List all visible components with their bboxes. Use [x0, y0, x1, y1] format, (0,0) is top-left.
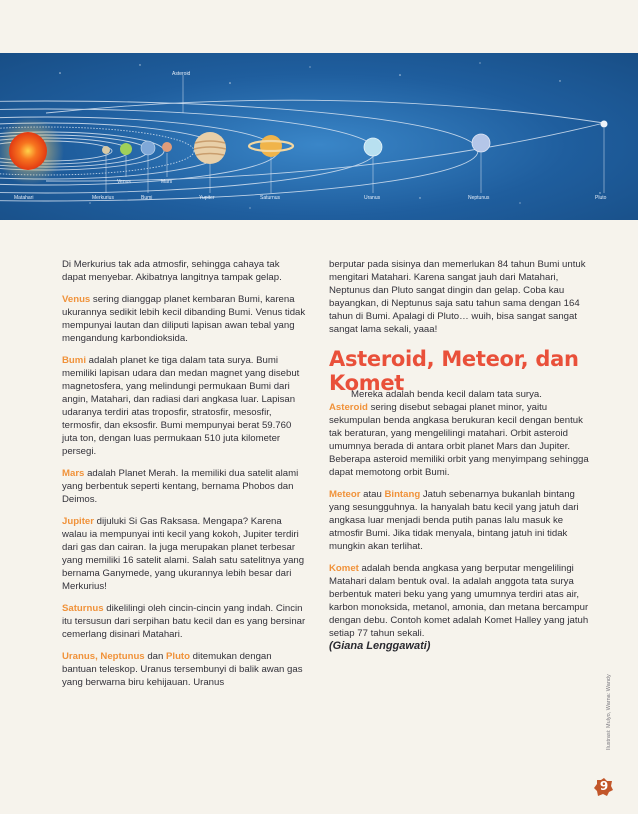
paragraph-meteor: Meteor atau Bintang Jatuh sebenarnya bukanlah bintang yang sesungguhnya. Ia hanyalah batu kecil yang jatuh dari angkasa luar menjadi benda putih panas lalu masuk ke atmosfir Bumi. Jika tidak menyala, bintang jatuh ini tidak mungkin akan terlihat. — [329, 489, 579, 552]
term-meteor: Meteor — [329, 489, 361, 500]
label-bumi: Bumi — [141, 195, 153, 201]
label-merkurius: Merkurius — [92, 195, 114, 201]
term-bintang: Bintang — [384, 489, 421, 500]
left-column — [62, 258, 306, 698]
label-yupiter: Yupiter — [199, 195, 215, 201]
planet-saturnus — [249, 135, 293, 157]
paragraph-komet: Komet adalah benda angkasa yang berputar mengelilingi Matahari dalam bentuk oval. Ia adalah anggota tata surya berbentuk materi beku yang yang umumnya terdiri atas air, karbon monoksida, metanol, amonia, dan metana bercampur dengan debu. Contoh komet adalah Komet Halley yang jatuh setiap 77 tahun sekali. (Giana Lenggawati) — [329, 563, 589, 652]
paragraph-jupiter: Jupiter dijuluki Si Gas Raksasa. Mengapa? Karena walau ia mempunyai inti kecil yang kokoh, Jupiter terdiri dari gas dan cairan. Ia juga merupakan planet terbesar yang memiliki 16 satelit alami. Salah satu satelitnya yang bernama Ganymede, yang ukurannya lebih besar dari Merkurius! — [62, 516, 305, 592]
term-saturnus: Saturnus — [62, 603, 104, 614]
paragraph-bumi: Bumi adalah planet ke tiga dalam tata surya. Bumi memiliki lapisan udara dan medan magnet yang disebut magnetosfera, yang melindungi permukaan Bumi dari angin, Matahari, dan radiasi dari angkasa luar. Lapisan udaranya terdiri atas troposfir, stratosfir, mesosfir, termosfir, dan eksosfir. Bumi mempunyai berat 59.760 juta ton, dengan luas permukaan 510 juta kilometer persegi. — [62, 355, 300, 457]
paragraph-venus: Venus sering dianggap planet kembaran Bumi, karena ukurannya sedikit lebih kecil dibanding Bumi. Venus tidak mempunyai lautan dan diliputi lapisan awan tebal yang mengandung karbondioksida. — [62, 294, 306, 344]
label-mars: Mars — [161, 179, 173, 185]
paragraph-saturnus: Saturnus dikelilingi oleh cincin-cincin yang indah. Cincin itu tersusun dari serpihan batu kecil dan es yang bersinar cemerlang disinari Matahari. — [62, 603, 306, 640]
right-column-bottom — [329, 388, 589, 653]
stars — [59, 62, 601, 208]
term-komet: Komet — [329, 563, 359, 574]
label-saturnus: Saturnus — [260, 195, 281, 201]
author: (Giana Lenggawati) — [329, 640, 431, 652]
label-asteroid: Asteroid — [172, 71, 191, 77]
term-mars: Mars — [62, 468, 85, 479]
page-number-badge — [594, 777, 614, 797]
planet-pluto — [601, 121, 608, 128]
orbits — [0, 100, 607, 201]
illustration-credit: Ilustrasi: Mulyo, Warna: Wandy — [606, 674, 612, 750]
term-venus: Venus — [62, 294, 91, 305]
paragraph-uranus-neptunus-pluto: Uranus, Neptunus dan Pluto ditemukan dengan bantuan teleskop. Uranus tersembunyi di balik awan gas yang berwarna biru kehijauan. Uranus — [62, 651, 303, 688]
paragraph-intro: Mereka adalah benda kecil dalam tata surya. Asteroid sering disebut sebagai planet minor, yaitu sekumpulan benda angkasa berukuran kecil dengan bentuk tak beraturan, yang mengelilingi matahari. Orbit asteroid umumnya berada di antara orbit planet Mars dan Jupiter. Beberapa asteroid memiliki orbit yang menyimpang sehingga dapat memotong orbit Bumi. — [329, 389, 589, 478]
paragraph-merkurius: Di Merkurius tak ada atmosfir, sehingga cahaya tak dapat menyebar. Akibatnya langitnya tampak gelap. — [62, 259, 282, 283]
term-bumi: Bumi — [62, 355, 86, 366]
planet-neptunus — [472, 134, 490, 152]
planet-mars — [162, 142, 172, 152]
label-uranus: Uranus — [364, 195, 381, 201]
section-heading: Asteroid, Meteor, dan Komet — [329, 347, 579, 395]
paragraph-mars: Mars adalah Planet Merah. Ia memiliki dua satelit alami yang berbentuk seperti kentang, bernama Phobos dan Deimos. — [62, 468, 299, 505]
label-pluto: Pluto — [595, 195, 607, 201]
label-matahari: Matahari — [14, 195, 34, 201]
planet-venus — [120, 143, 132, 155]
solar-system-illustration — [0, 53, 638, 220]
planet-uranus — [364, 138, 382, 156]
label-venus: Venus — [117, 179, 131, 185]
planet-bumi — [141, 141, 155, 155]
term-uranus: Uranus — [62, 651, 96, 662]
label-neptunus: Neptunus — [468, 195, 490, 201]
sun — [9, 132, 47, 170]
right-column-top — [329, 258, 589, 345]
term-pluto: Pluto — [166, 651, 190, 662]
page-number: 9 — [599, 779, 609, 793]
term-asteroid: Asteroid — [329, 402, 368, 413]
term-neptunus: Neptunus — [100, 651, 145, 662]
term-jupiter: Jupiter — [62, 516, 94, 527]
paragraph-uranus-continued: berputar pada sisinya dan memerlukan 84 tahun Bumi untuk mengitari Matahari. Karena sangat jauh dari Matahari, Neptunus dan Pluto sangat dingin dan gelap. Coba kau bayangkan, di Neptunus saja satu tahun sama dengan 164 tahun di Bumi. Apalagi di Pluto… wuih, bisa sangat sangat sangat lama sekali, yaaa! — [329, 259, 586, 335]
planet-merkurius — [102, 146, 110, 154]
